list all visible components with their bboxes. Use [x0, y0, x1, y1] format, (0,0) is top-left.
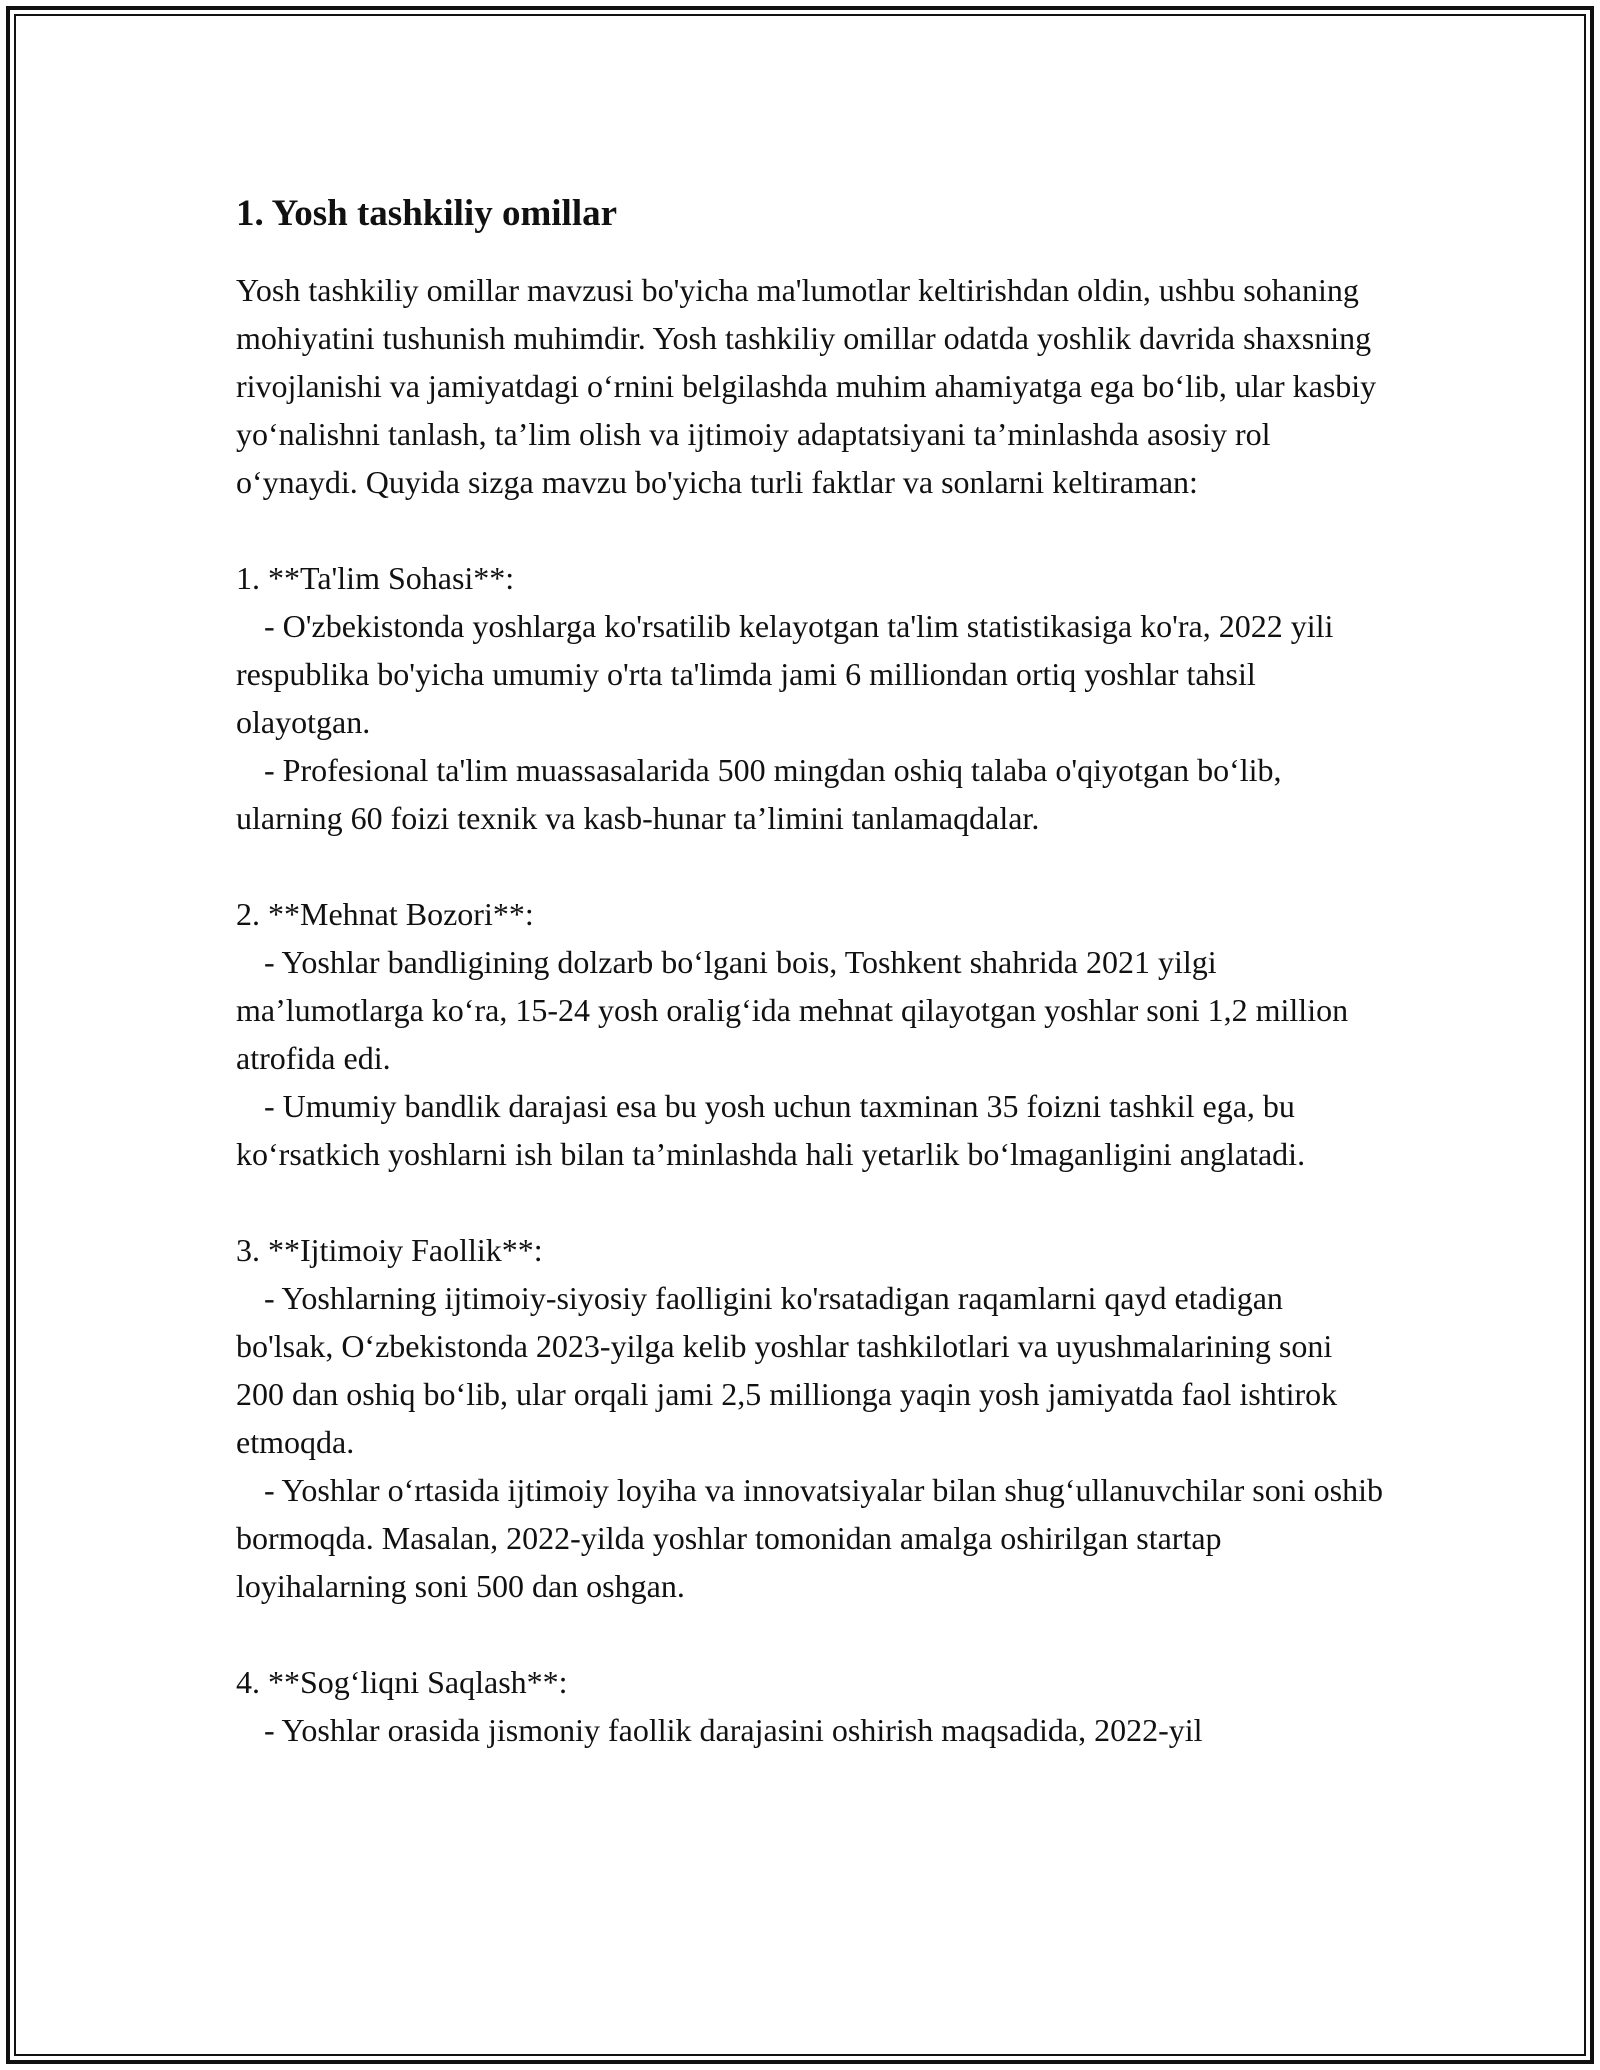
section-title: 2. **Mehnat Bozori**: — [236, 896, 534, 932]
section-title: 3. **Ijtimoiy Faollik**: — [236, 1232, 543, 1268]
list-item: - Yoshlar orasida jismoniy faollik darajasini oshirish maqsadida, 2022-yil — [264, 1712, 1203, 1748]
list-item: - Umumiy bandlik darajasi esa bu yosh uchun taxminan 35 foizni tashkil ega, bu ko‘rsatkich yoshlarni ish bilan ta’minlashda hali yetarlik bo‘lmaganligini anglatadi. — [236, 1088, 1306, 1172]
section-heading: 1. Yosh tashkiliy omillar — [236, 193, 618, 234]
list-item: - Yoshlar o‘rtasida ijtimoiy loyiha va innovatsiyalar bilan shug‘ullanuvchilar soni oshib bormoqda. Masalan, 2022-yilda yoshlar tomonidan amalga oshirilgan startap loyihalarning soni 500 dan oshgan. — [236, 1472, 1383, 1604]
section-title: 1. **Ta'lim Sohasi**: — [236, 560, 515, 596]
section-sogliqni-saqlash — [236, 1658, 1386, 1754]
section-ijtimoiy-faollik — [236, 1226, 1386, 1610]
list-item: - Yoshlar bandligining dolzarb bo‘lgani bois, Toshkent shahrida 2021 yilgi ma’lumotlarga ko‘ra, 15-24 yosh oralig‘ida mehnat qilayotgan yoshlar soni 1,2 million atrofida edi. — [236, 944, 1349, 1076]
list-item: - Yoshlarning ijtimoiy-siyosiy faolligini ko'rsatadigan raqamlarni qayd etadigan bo'lsak, O‘zbekistonda 2023-yilga kelib yoshlar tashkilotlari va uyushmalarining soni 200 dan oshiq bo‘lib, ular orqali jami 2,5 millionga yaqin yosh jamiyatda faol ishtirok etmoqda. — [236, 1280, 1338, 1460]
list-item: - O'zbekistonda yoshlarga ko'rsatilib kelayotgan ta'lim statistikasiga ko'ra, 2022 yili respublika bo'yicha umumiy o'rta ta'limda jami 6 milliondan ortiq yoshlar tahsil olayotgan. — [236, 608, 1334, 740]
section-mehnat-bozori — [236, 890, 1386, 1178]
document-body — [236, 190, 1386, 1802]
list-item: - Profesional ta'lim muassasalarida 500 mingdan oshiq talaba o'qiyotgan bo‘lib, ularning 60 foizi texnik va kasb-hunar ta’limini tanlamaqdalar. — [236, 752, 1282, 836]
intro-paragraph: Yosh tashkiliy omillar mavzusi bo'yicha ma'lumotlar keltirishdan oldin, ushbu sohaning mohiyatini tushunish muhimdir. Yosh tashkiliy omillar odatda yoshlik davrida shaxsning rivojlanishi va jamiyatdagi o‘rnini belgilashda muhim ahamiyatga ega bo‘lib, ular kasbiy yo‘nalishni tanlash, ta’lim olish va ijtimoiy adaptatsiyani ta’minlashda asosiy rol o‘ynaydi. Quyida sizga mavzu bo'yicha turli faktlar va sonlarni keltiraman: — [236, 272, 1377, 500]
section-title: 4. **Sog‘liqni Saqlash**: — [236, 1664, 568, 1700]
section-talim-sohasi — [236, 554, 1386, 842]
